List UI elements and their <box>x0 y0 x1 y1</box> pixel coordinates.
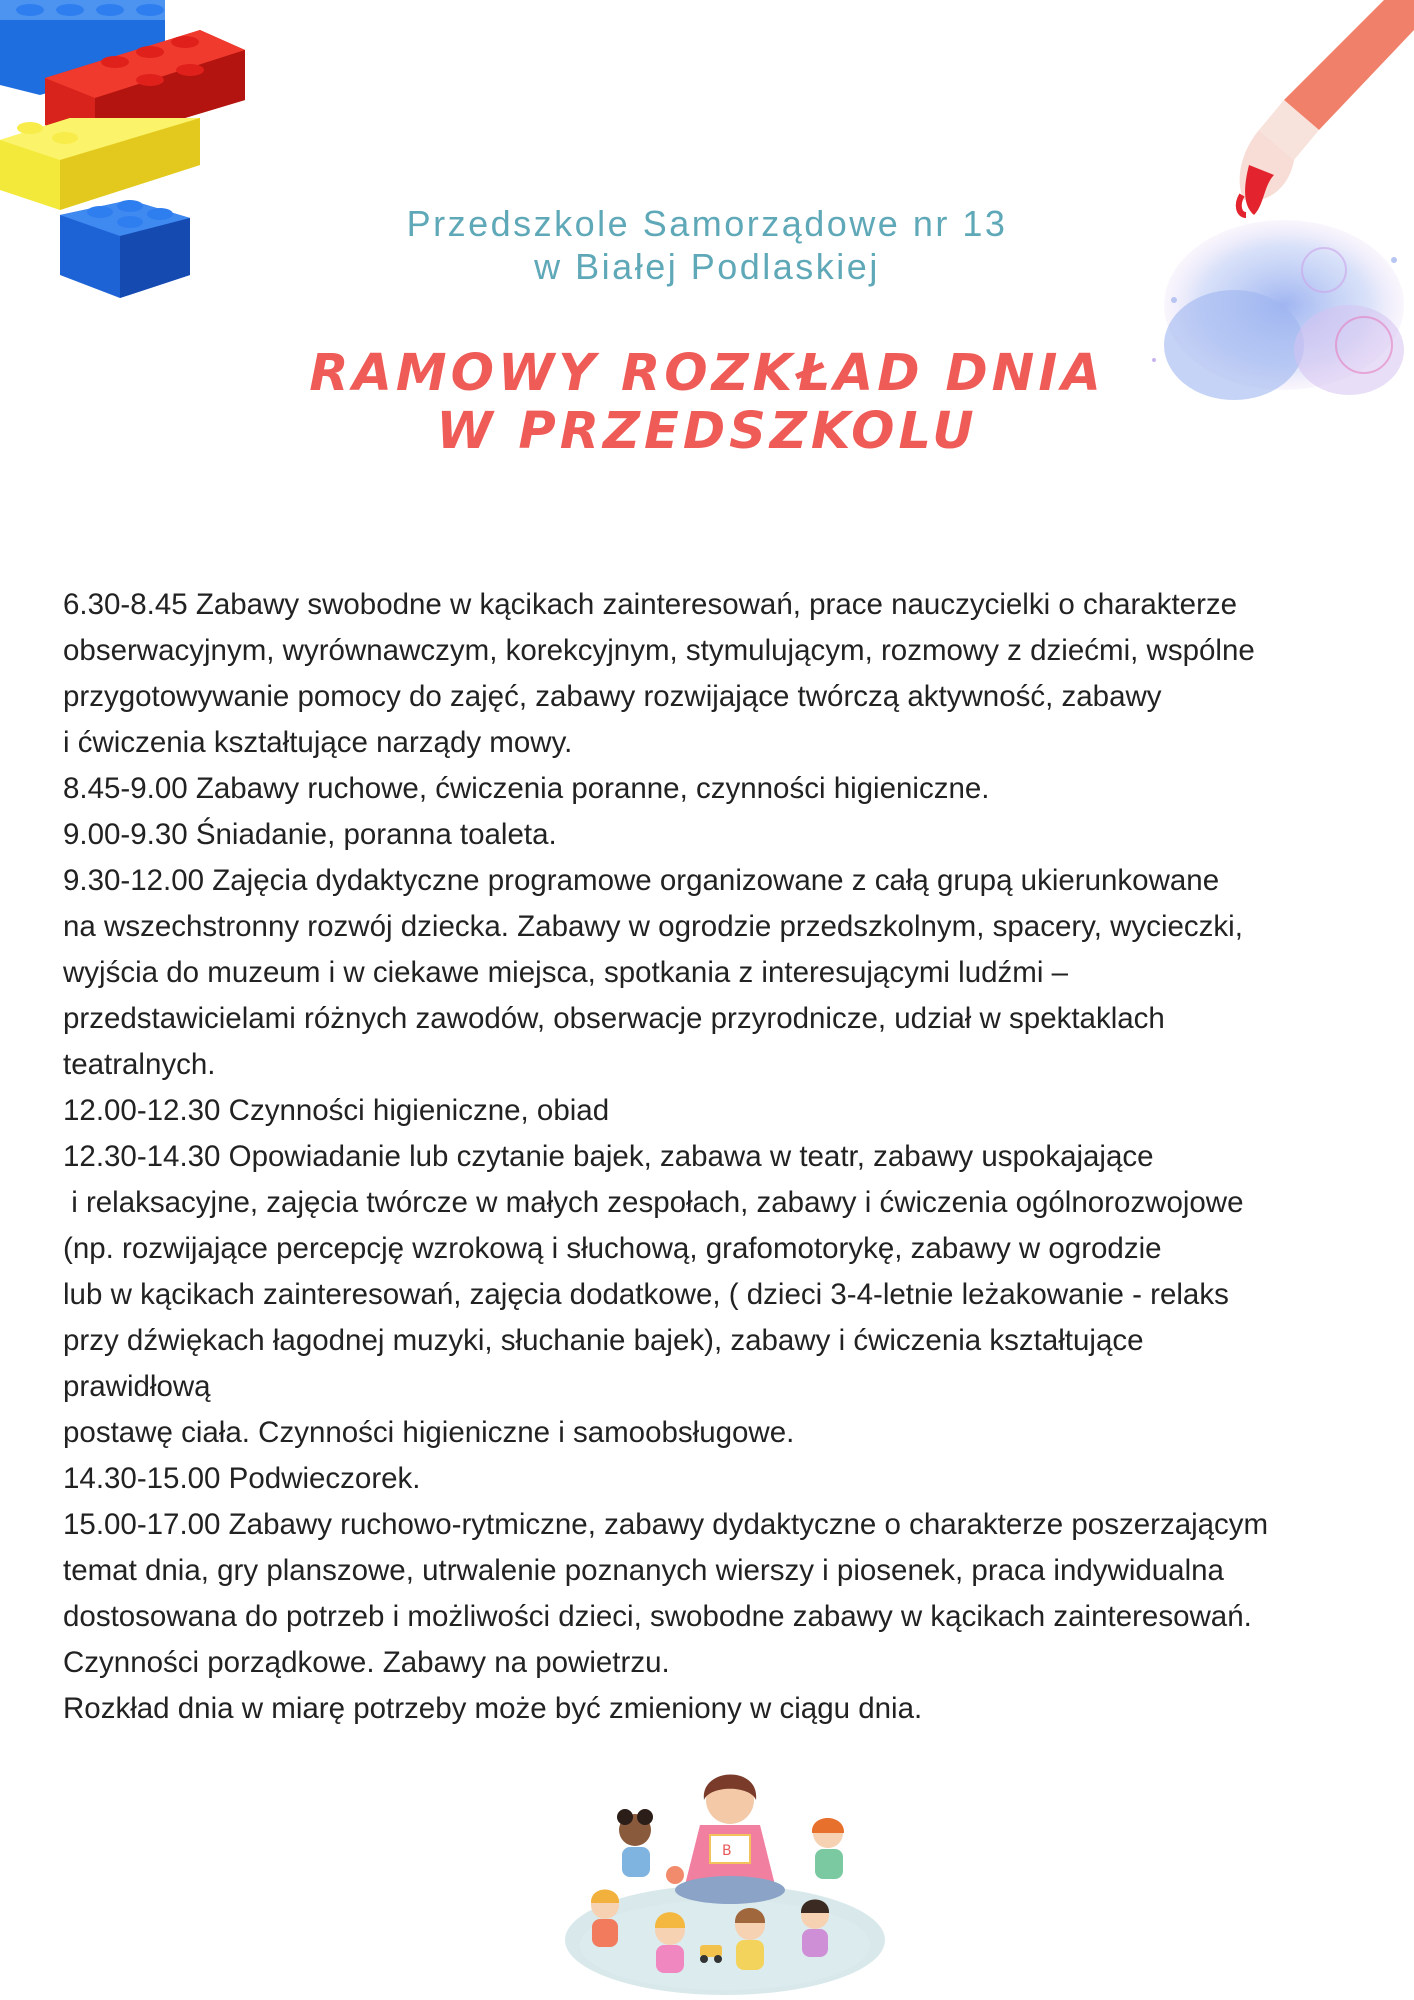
schedule-line: wyjścia do muzeum i w ciekawe miejsca, spotkania z interesującymi ludźmi – <box>63 956 1069 989</box>
school-name-line-1: Przedszkole Samorządowe nr 13 <box>406 203 1008 244</box>
schedule-line: i ćwiczenia kształtujące narządy mowy. <box>63 726 573 759</box>
schedule-line: prawidłową <box>63 1370 211 1403</box>
schedule-line: 12.30-14.30 Opowiadanie lub czytanie bajek, zabawa w teatr, zabawy uspokajające <box>63 1140 1154 1173</box>
schedule-line: Rozkład dnia w miarę potrzeby może być zmieniony w ciągu dnia. <box>63 1692 923 1725</box>
page-title <box>0 345 1414 461</box>
page-title-line-2: W PRZEDSZKOLU <box>436 402 978 461</box>
schedule-line: teatralnych. <box>63 1048 216 1081</box>
schedule-line: 9.00-9.30 Śniadanie, poranna toaleta. <box>63 818 557 851</box>
schedule-line: lub w kącikach zainteresowań, zajęcia dodatkowe, ( dzieci 3-4-letnie leżakowanie - relaks <box>63 1278 1229 1311</box>
schedule-line: postawę ciała. Czynności higieniczne i samoobsługowe. <box>63 1416 795 1449</box>
page-title-line-1: RAMOWY ROZKŁAD DNIA <box>309 344 1105 403</box>
schedule-line: obserwacyjnym, wyrównawczym, korekcyjnym, stymulującym, rozmowy z dziećmi, wspólne <box>63 634 1255 667</box>
daily-schedule-text <box>63 582 1408 1732</box>
schedule-line: przygotowywanie pomocy do zajęć, zabawy rozwijające twórczą aktywność, zabawy <box>63 680 1162 713</box>
schedule-line: przedstawicielami różnych zawodów, obserwacje przyrodnicze, udział w spektaklach <box>63 1002 1165 1035</box>
school-name-line-2: w Białej Podlaskiej <box>534 246 880 287</box>
schedule-line: 6.30-8.45 Zabawy swobodne w kącikach zainteresowań, prace nauczycielki o charakterze <box>63 588 1238 621</box>
schedule-line: Czynności porządkowe. Zabawy na powietrzu. <box>63 1646 670 1679</box>
schedule-line: dostosowana do potrzeb i możliwości dzieci, swobodne zabawy w kącikach zainteresowań. <box>63 1600 1252 1633</box>
schedule-line: 8.45-9.00 Zabawy ruchowe, ćwiczenia poranne, czynności higieniczne. <box>63 772 990 805</box>
schedule-line: 14.30-15.00 Podwieczorek. <box>63 1462 421 1495</box>
svg-text:B: B <box>722 1843 732 1859</box>
schedule-line: przy dźwiękach łagodnej muzyki, słuchanie bajek), zabawy i ćwiczenia kształtujące <box>63 1324 1144 1357</box>
schedule-line: 9.30-12.00 Zajęcia dydaktyczne programowe organizowane z całą grupą ukierunkowane <box>63 864 1220 897</box>
schedule-line: na wszechstronny rozwój dziecka. Zabawy w ogrodzie przedszkolnym, spacery, wycieczki, <box>63 910 1243 943</box>
children-reading-circle-illustration <box>560 1755 890 2000</box>
schedule-line: (np. rozwijające percepcję wzrokową i słuchową, grafomotorykę, zabawy w ogrodzie <box>63 1232 1162 1265</box>
schedule-line: i relaksacyjne, zajęcia twórcze w małych zespołach, zabawy i ćwiczenia ogólnorozwojowe <box>63 1186 1244 1219</box>
schedule-line: 12.00-12.30 Czynności higieniczne, obiad <box>63 1094 610 1127</box>
school-name <box>0 202 1414 288</box>
schedule-line: temat dnia, gry planszowe, utrwalenie poznanych wierszy i piosenek, praca indywidualna <box>63 1554 1224 1587</box>
schedule-line: 15.00-17.00 Zabawy ruchowo-rytmiczne, zabawy dydaktyczne o charakterze poszerzającym <box>63 1508 1269 1541</box>
